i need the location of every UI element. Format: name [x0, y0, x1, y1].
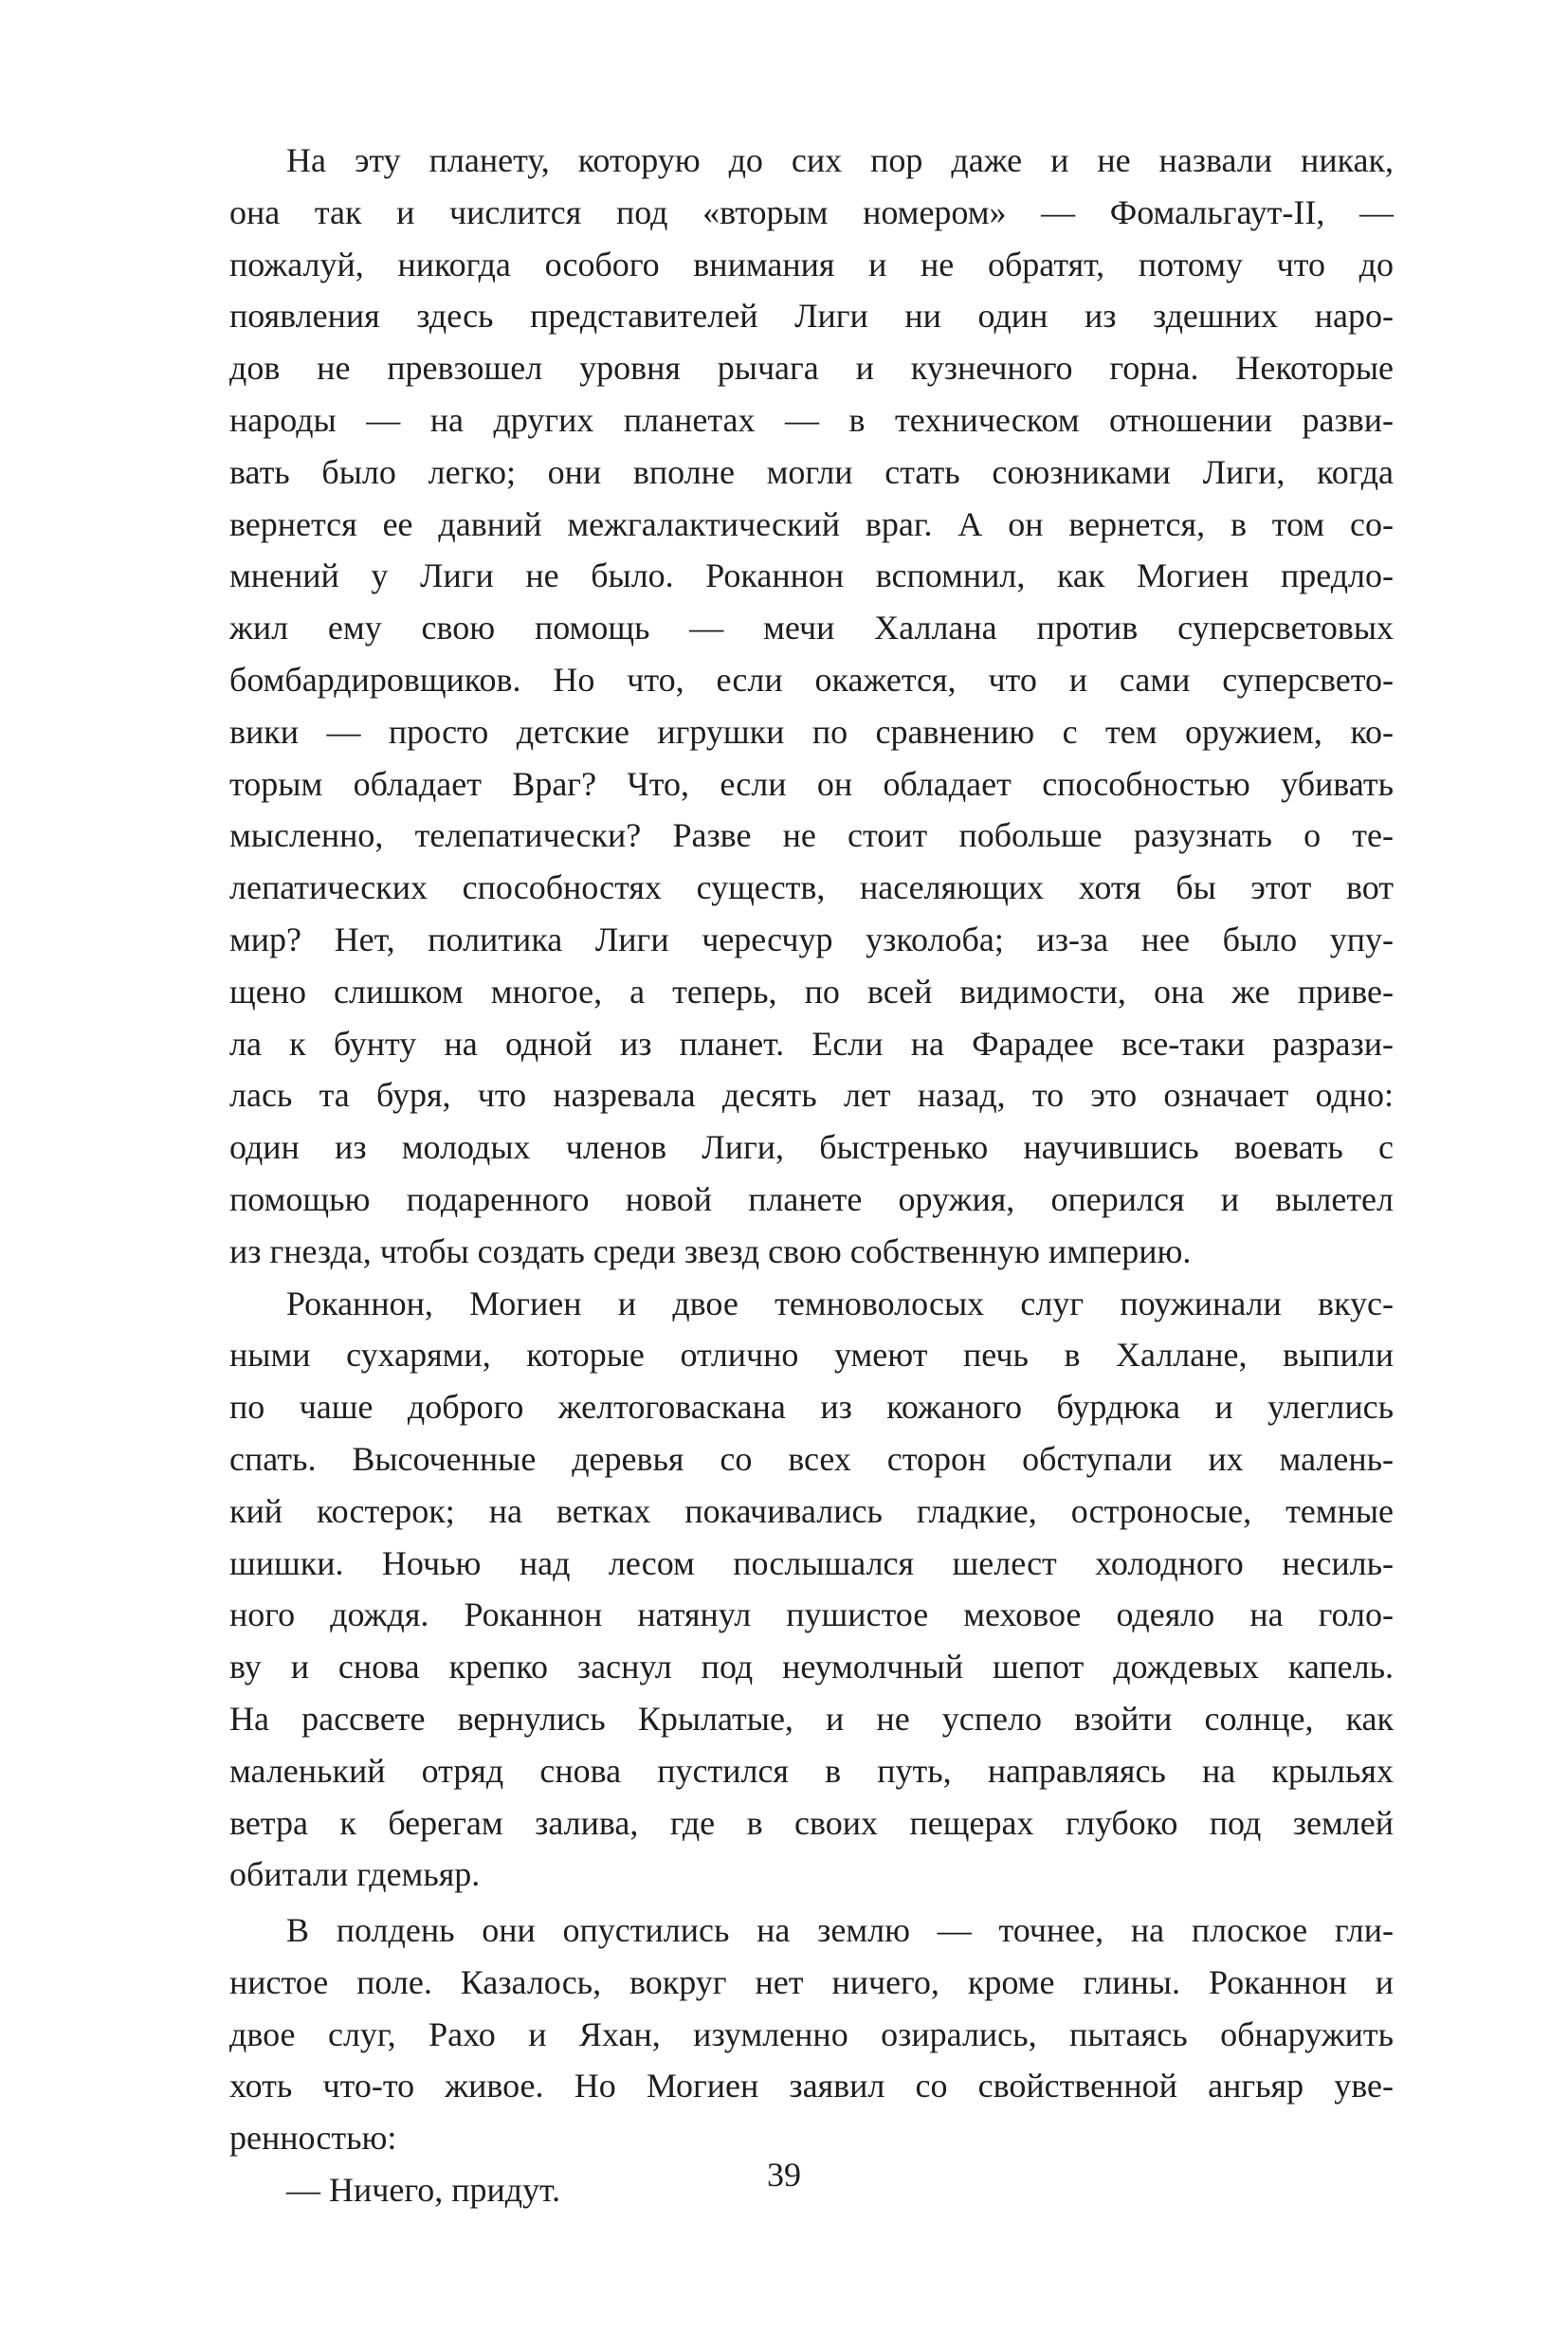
text-line: ными сухарями, которые отлично умеют печь в Халлане, выпили [229, 1336, 1394, 1375]
text-line: — Ничего, придут. [286, 2171, 561, 2210]
text-line: ного дождя. Роканнон натянул пушистое меховое одеяло на голо- [229, 1595, 1394, 1634]
text-line: ветра к берегам залива, где в своих пещерах глубоко под землей [229, 1803, 1394, 1842]
text-line: Роканнон, Могиен и двое темноволосых слуг поужинали вкус- [286, 1284, 1394, 1322]
text-line: вики — просто детские игрушки по сравнению с тем оружием, ко- [229, 712, 1394, 751]
text-line: она так и числится под «вторым номером» — Фомальгаут-II, — [229, 192, 1394, 231]
text-line: кий костерок; на ветках покачивались гладкие, остроносые, темные [229, 1491, 1394, 1530]
paragraph-2 [173, 1278, 1394, 1902]
text-line: На эту планету, которую до сих пор даже и не назвали никак, [286, 141, 1394, 179]
text-line: жил ему свою помощь — мечи Халлана против суперсветовых [229, 609, 1394, 647]
text-line: из гнезда, чтобы создать среди звезд свою собственную империю. [229, 1231, 1192, 1270]
paragraph-3 [173, 1904, 1394, 2164]
text-line: двое слуг, Рахо и Яхан, изумленно озирались, пытаясь обнаружить [229, 2014, 1394, 2053]
text-line: хоть что-то живое. Но Могиен заявил со свойственной ангьяр уве- [229, 2067, 1394, 2105]
text-line: обитали гдемьяр. [229, 1855, 481, 1894]
text-line: один из молодых членов Лиги, быстренько научившись воевать с [229, 1128, 1394, 1167]
text-line: появления здесь представителей Лиги ни один из здешних наро- [229, 297, 1394, 336]
text-line: лепатических способностях существ, населяющих хотя бы этот вот [229, 868, 1394, 907]
text-line: нистое поле. Казалось, вокруг нет ничего, кроме глины. Роканнон и [229, 1962, 1394, 2001]
text-line: народы — на других планетах — в техническом отношении разви- [229, 400, 1394, 439]
text-line: ву и снова крепко заснул под неумолчный шепот дождевых капель. [229, 1648, 1394, 1686]
text-line: спать. Высоченные деревья со всех сторон обступали их малень- [229, 1439, 1394, 1478]
text-line: ренностью: [229, 2119, 397, 2158]
text-line: шишки. Ночью над лесом послышался шелест холодного несиль- [229, 1543, 1394, 1582]
text-line: В полдень они опустились на землю — точнее, на плоское гли- [286, 1911, 1394, 1950]
text-line: щено слишком многое, а теперь, по всей видимости, она же приве- [229, 972, 1394, 1011]
text-line: вернется ее давний межгалактический враг. А он вернется, в том со- [229, 504, 1394, 543]
text-line: лась та буря, что назревала десять лет назад, то это означает одно: [229, 1076, 1394, 1115]
text-line: пожалуй, никогда особого внимания и не обратят, потому что до [229, 245, 1394, 283]
text-line: вать было легко; они вполне могли стать союзниками Лиги, когда [229, 452, 1394, 491]
page-number: 39 [767, 2156, 801, 2194]
text-line: бомбардировщиков. Но что, если окажется, что и сами суперсвето- [229, 660, 1394, 699]
text-line: На рассвете вернулись Крылатые, и не успело взойти солнце, как [229, 1699, 1394, 1738]
text-line: торым обладает Враг? Что, если он обладает способностью убивать [229, 764, 1394, 803]
text-line: мнений у Лиги не было. Роканнон вспомнил, как Могиен предло- [229, 556, 1394, 595]
text-line: помощью подаренного новой планете оружия, оперился и вылетел [229, 1179, 1394, 1218]
text-line: мысленно, телепатически? Разве не стоит побольше разузнать о те- [229, 816, 1394, 855]
text-line: мир? Нет, политика Лиги чересчур узколоба; из-за нее было упу- [229, 920, 1394, 958]
text-line: ла к бунту на одной из планет. Если на Фарадее все-таки разрази- [229, 1024, 1394, 1063]
paragraph-1 [173, 135, 1394, 1278]
text-line: дов не превзошел уровня рычага и кузнечного горна. Некоторые [229, 349, 1394, 388]
text-line: по чаше доброго желтоговаскана из кожаного бурдюка и улеглись [229, 1388, 1394, 1427]
text-line: маленький отряд снова пустился в путь, направляясь на крыльях [229, 1751, 1394, 1790]
body-text [173, 135, 1394, 2216]
